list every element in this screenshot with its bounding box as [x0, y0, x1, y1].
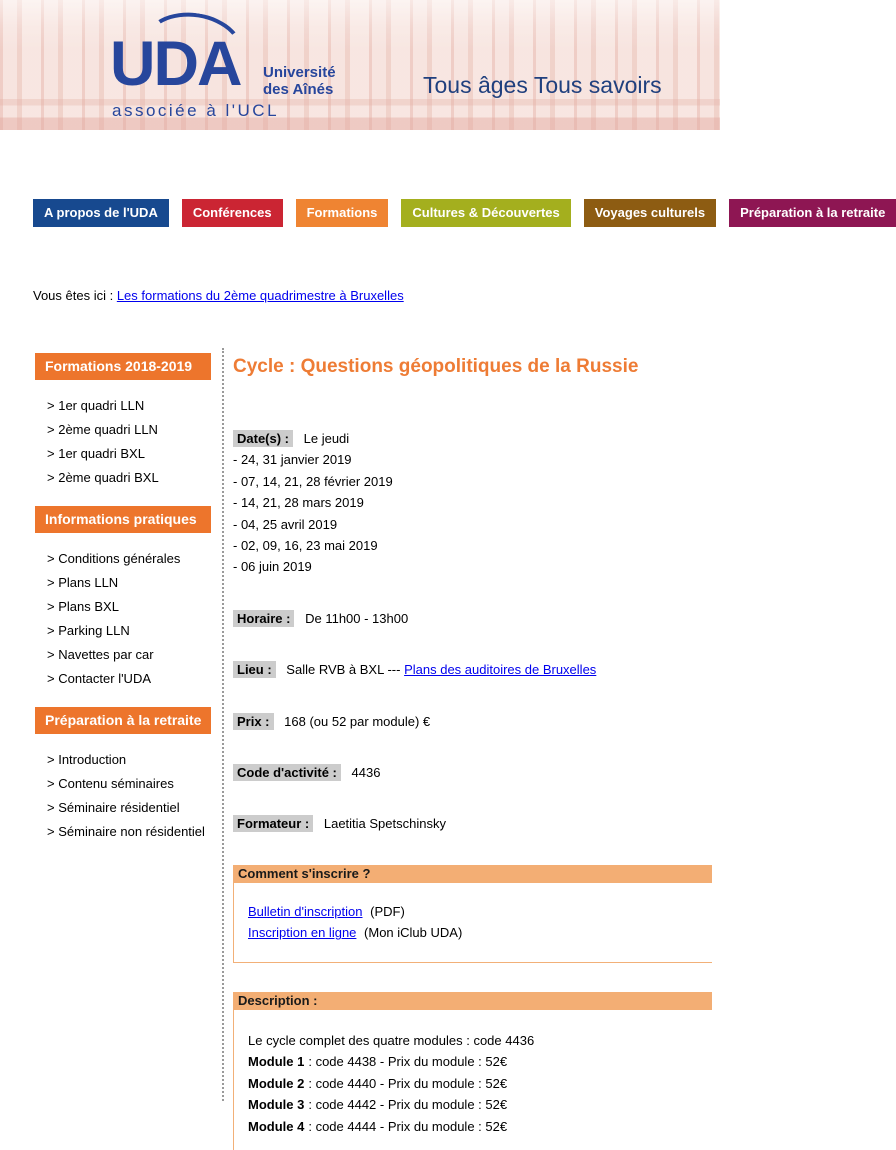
module-line — [248, 1051, 712, 1072]
date-line: - 24, 31 janvier 2019 — [233, 452, 352, 468]
sidebar-item-label: 1er quadri BXL — [58, 446, 145, 461]
lieu-label: Lieu : — [233, 661, 276, 678]
tagline: Tous âges Tous savoirs — [423, 72, 662, 98]
inscription-section-header: Comment s'inscrire ? — [233, 865, 712, 883]
inscription-en-ligne-link[interactable]: Inscription en ligne — [248, 925, 357, 941]
sidebar-item-parking-lln[interactable] — [35, 619, 211, 643]
inscription-suffix: (PDF) — [370, 903, 405, 919]
date-line: - 07, 14, 21, 28 février 2019 — [233, 473, 393, 489]
sidebar-item-introduction[interactable] — [35, 748, 211, 772]
sidebar-item-label: 1er quadri LLN — [58, 398, 145, 413]
sidebar-header-infos-pratiques: Informations pratiques — [35, 506, 211, 533]
sidebar-item-label: Séminaire résidentiel — [58, 800, 180, 815]
tab-cultures-decouvertes[interactable]: Cultures & Découvertes — [401, 199, 570, 227]
link-prefix: > — [47, 422, 59, 437]
prix-label: Prix : — [233, 713, 274, 730]
link-prefix: > — [47, 671, 59, 686]
sidebar-item-label: Plans LLN — [58, 575, 119, 590]
sidebar-item-contenu-seminaires[interactable] — [35, 772, 211, 796]
sidebar — [35, 353, 211, 860]
logo-university-name-line1: Université — [263, 64, 336, 81]
sidebar-item-plans-bxl[interactable] — [35, 595, 211, 619]
logo-university-name — [263, 64, 336, 98]
tab-conferences[interactable]: Conférences — [182, 199, 283, 227]
sidebar-item-label: Contacter l'UDA — [58, 671, 152, 686]
link-prefix: > — [47, 575, 59, 590]
link-prefix: > — [47, 623, 59, 638]
link-prefix: > — [47, 599, 59, 614]
page-title: Cycle : Questions géopolitiques de la Russie — [233, 356, 639, 377]
plans-auditoires-link[interactable]: Plans des auditoires de Bruxelles — [404, 662, 597, 678]
sidebar-content-divider — [222, 348, 224, 1101]
lieu-row — [233, 659, 712, 680]
link-prefix: > — [47, 824, 59, 839]
dates-block — [233, 428, 712, 578]
link-prefix: > — [47, 398, 59, 413]
module-name: Module 1 — [248, 1054, 305, 1070]
link-prefix: > — [47, 776, 59, 791]
breadcrumb-link[interactable]: Les formations du 2ème quadrimestre à Bruxelles — [116, 288, 404, 303]
bulletin-inscription-link[interactable]: Bulletin d'inscription — [248, 903, 363, 919]
prix-value: 168 (ou 52 par module) € — [284, 713, 431, 729]
sidebar-item-label: Plans BXL — [58, 599, 119, 614]
sidebar-header-preparation-retraite: Préparation à la retraite — [35, 707, 211, 734]
formateur-row — [233, 813, 712, 834]
link-prefix: > — [47, 446, 59, 461]
link-prefix: > — [47, 752, 59, 767]
inscription-box — [233, 883, 712, 963]
formateur-value: Laetitia Spetschinsky — [323, 816, 446, 832]
logo-association-text: associée à l'UCL — [112, 101, 280, 120]
breadcrumb — [33, 288, 404, 303]
sidebar-item-label: Navettes par car — [58, 647, 154, 662]
uda-logo: UDA — [110, 29, 241, 99]
prix-row — [233, 711, 712, 732]
sidebar-list-formations — [35, 394, 211, 490]
module-line — [248, 1073, 712, 1094]
link-prefix: > — [47, 800, 59, 815]
sidebar-item-seminaire-non-residentiel[interactable] — [35, 820, 211, 844]
description-intro: Le cycle complet des quatre modules : code 4436 — [248, 1032, 535, 1048]
breadcrumb-prefix: Vous êtes ici : — [33, 288, 117, 303]
code-activite-value: 4436 — [351, 765, 381, 781]
tab-preparation-retraite[interactable]: Préparation à la retraite — [729, 199, 896, 227]
code-activite-row — [233, 762, 712, 783]
sidebar-item-contacter-uda[interactable] — [35, 667, 211, 691]
description-section-header: Description : — [233, 992, 712, 1010]
module-line — [248, 1116, 712, 1137]
sidebar-item-label: Contenu séminaires — [58, 776, 174, 791]
module-name: Module 2 — [248, 1075, 305, 1091]
description-section — [233, 992, 712, 1150]
formateur-label: Formateur : — [233, 815, 313, 832]
horaire-row — [233, 608, 712, 629]
dates-label: Date(s) : — [233, 430, 293, 447]
sidebar-item-2eme-quadri-lln[interactable] — [35, 418, 211, 442]
sidebar-header-formations: Formations 2018-2019 — [35, 353, 211, 380]
link-prefix: > — [47, 647, 59, 662]
module-detail: : code 4438 - Prix du module : 52€ — [308, 1054, 508, 1070]
inscription-section — [233, 865, 712, 963]
tab-voyages-culturels[interactable]: Voyages culturels — [584, 199, 716, 227]
inscription-line — [248, 922, 712, 944]
date-line: - 06 juin 2019 — [233, 559, 312, 575]
link-prefix: > — [47, 551, 59, 566]
module-name: Module 3 — [248, 1097, 305, 1113]
dates-value: Le jeudi — [303, 431, 350, 446]
header-banner — [0, 0, 720, 130]
tab-a-propos[interactable]: A propos de l'UDA — [33, 199, 169, 227]
sidebar-item-1er-quadri-bxl[interactable] — [35, 442, 211, 466]
horaire-value: De 11h00 - 13h00 — [305, 610, 409, 626]
sidebar-item-seminaire-residentiel[interactable] — [35, 796, 211, 820]
module-detail: : code 4440 - Prix du module : 52€ — [308, 1075, 508, 1091]
code-activite-label: Code d'activité : — [233, 764, 341, 781]
sidebar-item-2eme-quadri-bxl[interactable] — [35, 466, 211, 490]
module-detail: : code 4444 - Prix du module : 52€ — [308, 1118, 508, 1134]
lieu-value: Salle RVB à BXL --- — [286, 662, 401, 678]
sidebar-item-1er-quadri-lln[interactable] — [35, 394, 211, 418]
link-prefix: > — [47, 470, 59, 485]
tab-formations[interactable]: Formations — [296, 199, 389, 227]
sidebar-list-preparation-retraite — [35, 748, 211, 844]
sidebar-item-label: Conditions générales — [58, 551, 181, 566]
sidebar-item-plans-lln[interactable] — [35, 571, 211, 595]
date-line: - 14, 21, 28 mars 2019 — [233, 495, 364, 511]
sidebar-item-label: Introduction — [58, 752, 127, 767]
sidebar-list-infos-pratiques — [35, 547, 211, 691]
sidebar-item-label: 2ème quadri BXL — [58, 470, 159, 485]
sidebar-item-label: Séminaire non résidentiel — [58, 824, 205, 839]
inscription-suffix: (Mon iClub UDA) — [364, 925, 463, 941]
main-content — [233, 355, 712, 1150]
date-line: - 04, 25 avril 2019 — [233, 516, 338, 532]
sidebar-item-label: 2ème quadri LLN — [58, 422, 158, 437]
module-name: Module 4 — [248, 1118, 305, 1134]
description-box — [233, 1010, 712, 1150]
sidebar-item-conditions-generales[interactable] — [35, 547, 211, 571]
main-nav — [33, 199, 886, 227]
module-detail: : code 4442 - Prix du module : 52€ — [308, 1097, 508, 1113]
inscription-line — [248, 901, 712, 923]
horaire-label: Horaire : — [233, 610, 294, 627]
date-line: - 02, 09, 16, 23 mai 2019 — [233, 538, 378, 554]
sidebar-item-label: Parking LLN — [58, 623, 130, 638]
sidebar-item-navettes-par-car[interactable] — [35, 643, 211, 667]
logo-university-name-line2: des Aînés — [263, 81, 334, 98]
module-line — [248, 1094, 712, 1115]
